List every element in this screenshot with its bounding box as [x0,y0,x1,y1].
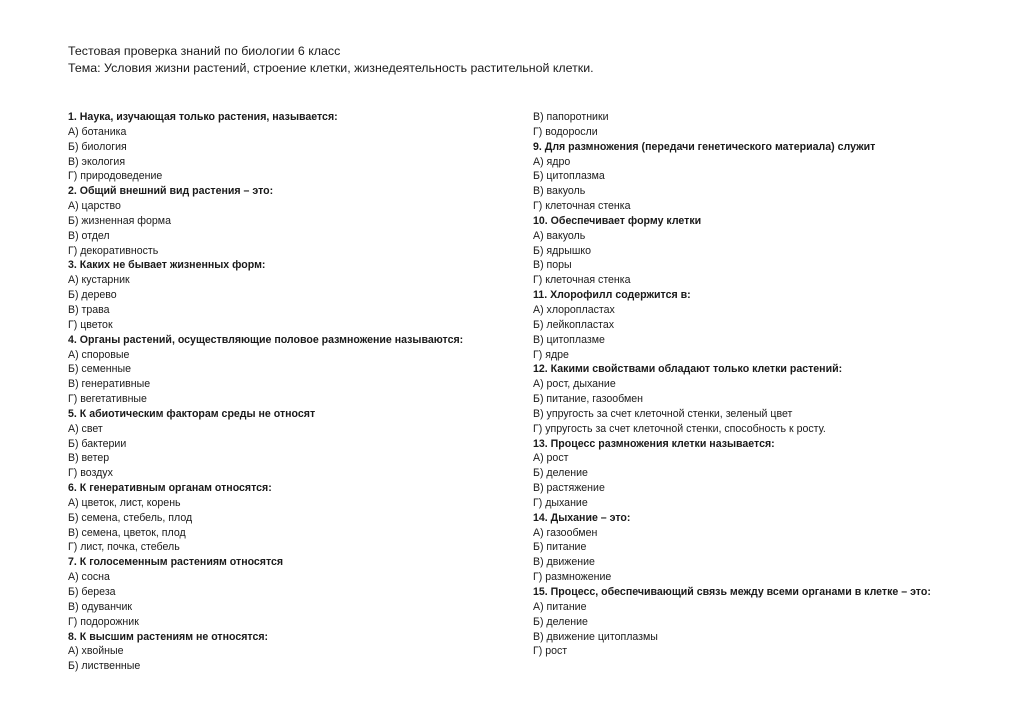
answer-option: В) отдел [68,229,110,242]
question-text: 6. К генеративным органам относятся: [68,482,272,495]
answer-option: Б) питание [533,541,587,554]
answer-option: Г) водоросли [533,125,598,138]
answer-option: В) ветер [68,452,110,465]
answer-option: Б) бактерии [68,437,127,450]
answer-option: Б) семена, стебель, плод [68,511,193,524]
question-text: 7. К голосеменным растениям относятся [68,556,284,569]
answer-option: Б) деление [533,467,588,480]
document-topic: Тема: Условия жизни растений, строение клетки, жизнедеятельность растительной клетки. [68,61,594,75]
question-text: 8. К высшим растениям не относятся: [68,630,269,643]
answer-option: Г) ядре [533,348,569,361]
answer-option: А) цветок, лист, корень [68,496,181,509]
answer-option: Б) деление [533,615,588,628]
question-text: 12. Какими свойствами обладают только клетки растений: [533,363,843,376]
answer-option: Б) цитоплазма [533,170,605,183]
answer-option: Г) упругость за счет клеточной стенки, способность к росту. [533,422,826,435]
answer-option: Г) декоративность [68,244,159,257]
answer-option: В) движение цитоплазмы [533,630,658,643]
answer-option: Б) биология [68,140,127,153]
answer-option: В) цитоплазме [533,333,605,346]
question-text: 10. Обеспечивает форму клетки [533,214,702,227]
answer-option: В) папоротники [533,111,609,123]
answer-option: А) хлоропластах [533,303,615,316]
answer-option: Б) семенные [68,363,131,376]
answer-option: А) вакуоль [533,229,586,242]
answer-option: Г) дыхание [533,496,588,509]
document-header [68,43,594,77]
answer-option: А) споровые [68,348,130,361]
answer-option: Г) вегетативные [68,393,147,406]
question-text: 13. Процесс размножения клетки называется: [533,437,775,450]
question-text: 15. Процесс, обеспечивающий связь между всеми органами в клетке – это: [533,586,931,598]
answer-option: Г) воздух [68,467,113,480]
answer-option: Б) лейкопластах [533,318,615,331]
answer-option: В) экология [68,155,126,168]
answer-option: В) растяжение [533,482,605,495]
answer-option: А) рост [533,452,569,465]
answer-option: А) питание [533,600,587,613]
question-text: 9. Для размножения (передачи генетического материала) служит [533,140,876,153]
answer-option: Г) клеточная стенка [533,200,631,213]
answer-option: Г) лист, почка, стебель [68,541,180,554]
answer-option: Б) лиственные [68,660,141,673]
answer-option: Г) размножение [533,571,612,584]
answer-option: Б) дерево [68,289,117,302]
answer-option: Г) рост [533,645,568,658]
answer-option: В) поры [533,259,572,272]
left-column [68,110,463,674]
answer-option: Г) подорожник [68,615,139,628]
answer-option: В) генеративные [68,378,151,391]
answer-option: А) ботаника [68,125,127,138]
answer-option: В) одуванчик [68,600,132,613]
question-text: 3. Каких не бывает жизненных форм: [68,259,266,272]
answer-option: А) царство [68,200,121,213]
answer-option: А) сосна [68,571,110,584]
answer-option: В) семена, цветок, плод [68,526,186,539]
right-column [533,110,931,659]
document-title: Тестовая проверка знаний по биологии 6 класс [68,44,341,58]
answer-option: В) вакуоль [533,185,586,198]
answer-option: В) трава [68,303,110,316]
answer-option: А) газообмен [533,526,598,539]
answer-option: Г) клеточная стенка [533,274,631,287]
question-text: 1. Наука, изучающая только растения, называется: [68,111,338,123]
answer-option: А) кустарник [68,274,130,287]
question-text: 2. Общий внешний вид растения – это: [68,185,274,198]
answer-option: Г) природоведение [68,170,163,183]
question-text: 5. К абиотическим факторам среды не относят [68,407,316,420]
question-text: 14. Дыхание – это: [533,511,631,524]
question-text: 4. Органы растений, осуществляющие половое размножение называются: [68,333,464,346]
answer-option: Б) ядрышко [533,244,591,257]
answer-option: Б) питание, газообмен [533,393,644,406]
answer-option: Б) береза [68,586,116,598]
answer-option: А) свет [68,422,103,435]
answer-option: А) ядро [533,155,571,168]
answer-option: А) хвойные [68,645,124,658]
question-text: 11. Хлорофилл содержится в: [533,289,691,302]
answer-option: А) рост, дыхание [533,378,616,391]
answer-option: Б) жизненная форма [68,214,171,227]
answer-option: В) движение [533,556,595,569]
answer-option: Г) цветок [68,318,113,331]
answer-option: В) упругость за счет клеточной стенки, зеленый цвет [533,407,793,420]
